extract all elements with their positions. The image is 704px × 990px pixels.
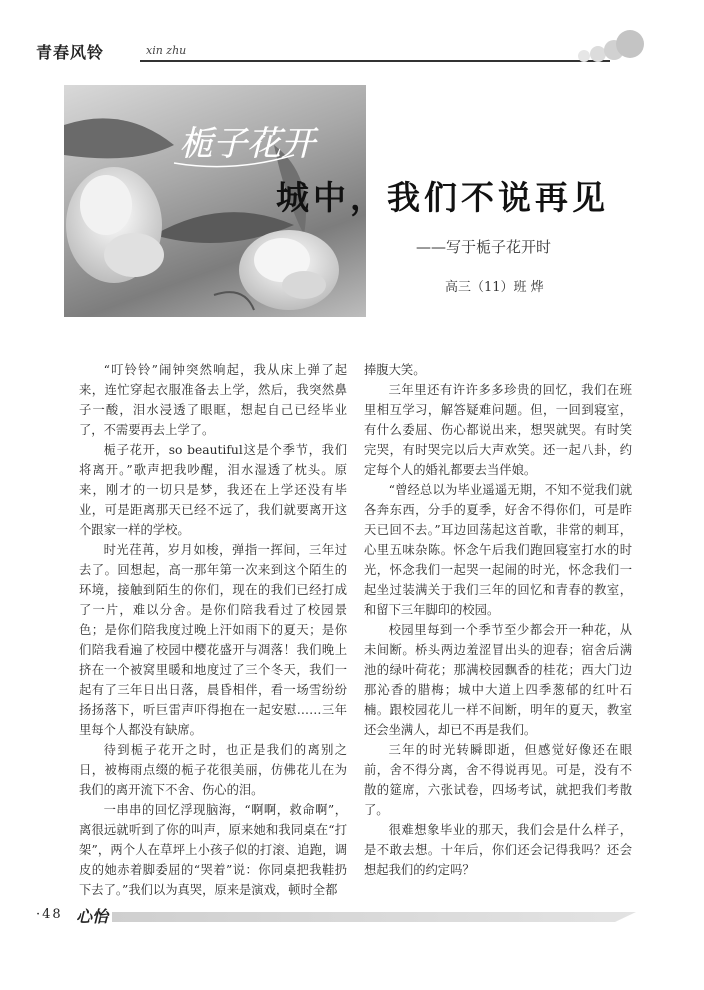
paragraph: 一串串的回忆浮现脑海，“啊啊，救命啊”，离很远就听到了你的叫声，原来她和我同桌在“打架”，两个人在草坪上小孩子似的打滚、追跑，调皮的她赤着脚委屈的“哭着”说：你同桌把我鞋扔下去了。”我们以为真哭，原来是演戏，顿时全都 xyxy=(79,803,347,897)
footer-bar xyxy=(112,912,636,922)
paragraph: 三年的时光转瞬即逝，但感觉好像还在眼前，舍不得分离，舍不得说再见。可是，没有不散的筵席，六张试卷，四场考试，就把我们考散了。 xyxy=(364,743,632,817)
column-pinyin: xin zhu xyxy=(146,44,187,57)
magazine-logo: 心怡 xyxy=(76,907,109,926)
photo-script-title: 栀子花开 xyxy=(179,124,315,164)
decorative-dots xyxy=(578,30,648,64)
paragraph: 很难想象毕业的那天，我们会是什么样子，是不敢去想。十年后，你们还会记得我吗？还会想起我们的约定吗？ xyxy=(364,823,632,877)
column-name: 青春风铃 xyxy=(36,43,105,62)
body-column-left xyxy=(79,360,347,900)
paragraph: 校园里每到一个季节至少都会开一种花，从未间断。桥头两边羞涩冒出头的迎春；宿舍后满池的绿叶荷花；那满校园飘香的桂花；西大门边那沁香的腊梅；城中大道上四季葱郁的红叶石楠。跟校园花儿一样不间断，明年的夏天，教室还会坐满人，却已不再是我们。 xyxy=(364,623,632,737)
header-rule xyxy=(140,60,610,62)
paragraph: “叮铃铃”闹钟突然响起，我从床上弹了起来，连忙穿起衣服准备去上学，然后，我突然鼻子一酸，泪水浸透了眼眶，想起自己已经毕业了，不需要再去上学了。 xyxy=(79,363,347,437)
paragraph: 时光荏苒，岁月如梭，弹指一挥间，三年过去了。回想起，高一那年第一次来到这个陌生的环境，接触到陌生的你们，现在的我们已经打成了一片，难以分舍。是你们陪我看过了校园景色；是你们陪我度过晚上汗如雨下的夏天；是你们陪我看遍了校园中樱花盛开与凋落！我们晚上挤在一个被窝里暖和地度过了三个冬天，我们一起有了三年日出日落，晨昏相伴，看一场雪纷纷扬扬落下，听巨雷声吓得抱在一起安慰……三年里每个人都没有缺席。 xyxy=(79,543,347,737)
body-column-right xyxy=(364,360,632,880)
paragraph: 待到栀子花开之时，也正是我们的离别之日，被梅雨点缀的栀子花很美丽，仿佛花儿在为我们的离开流下不舍、伤心的泪。 xyxy=(79,743,347,797)
article-author: 高三（11）班 烨 xyxy=(445,280,544,295)
paragraph: 栀子花开，so beautiful这是个季节，我们将离开。”歌声把我吵醒，泪水湿透了枕头。原来，刚才的一切只是梦，我还在上学还没有毕业，可是距离那天已经不远了，我们就要离开这个跟家一样的学校。 xyxy=(79,443,347,537)
article-subtitle: ——写于栀子花开时 xyxy=(416,238,552,256)
paragraph: “曾经总以为毕业遥遥无期，不知不觉我们就各奔东西，分手的夏季，好舍不得你们，可是昨天已回不去。”耳边回荡起这首歌，非常的刺耳，心里五味杂陈。怀念午后我们跑回寝室打水的时光，怀念我们一起哭一起闹的时光，怀念我们一起坐过装满关于我们三年的回忆和青春的教室，和留下三年脚印的校园。 xyxy=(364,483,632,617)
article-title: 城中，我们不说再见 xyxy=(276,178,609,217)
paragraph: 三年里还有许许多多珍贵的回忆，我们在班里相互学习，解答疑难问题。但，一回到寝室，有什么委屈、伤心都说出来，想哭就哭。有时笑完哭，有时哭完以后大声欢笑。还一起八卦，约定每个人的婚礼都要去当伴娘。 xyxy=(364,383,632,477)
paragraph: 捧腹大笑。 xyxy=(364,363,426,377)
page-number: ·48 xyxy=(36,907,63,922)
